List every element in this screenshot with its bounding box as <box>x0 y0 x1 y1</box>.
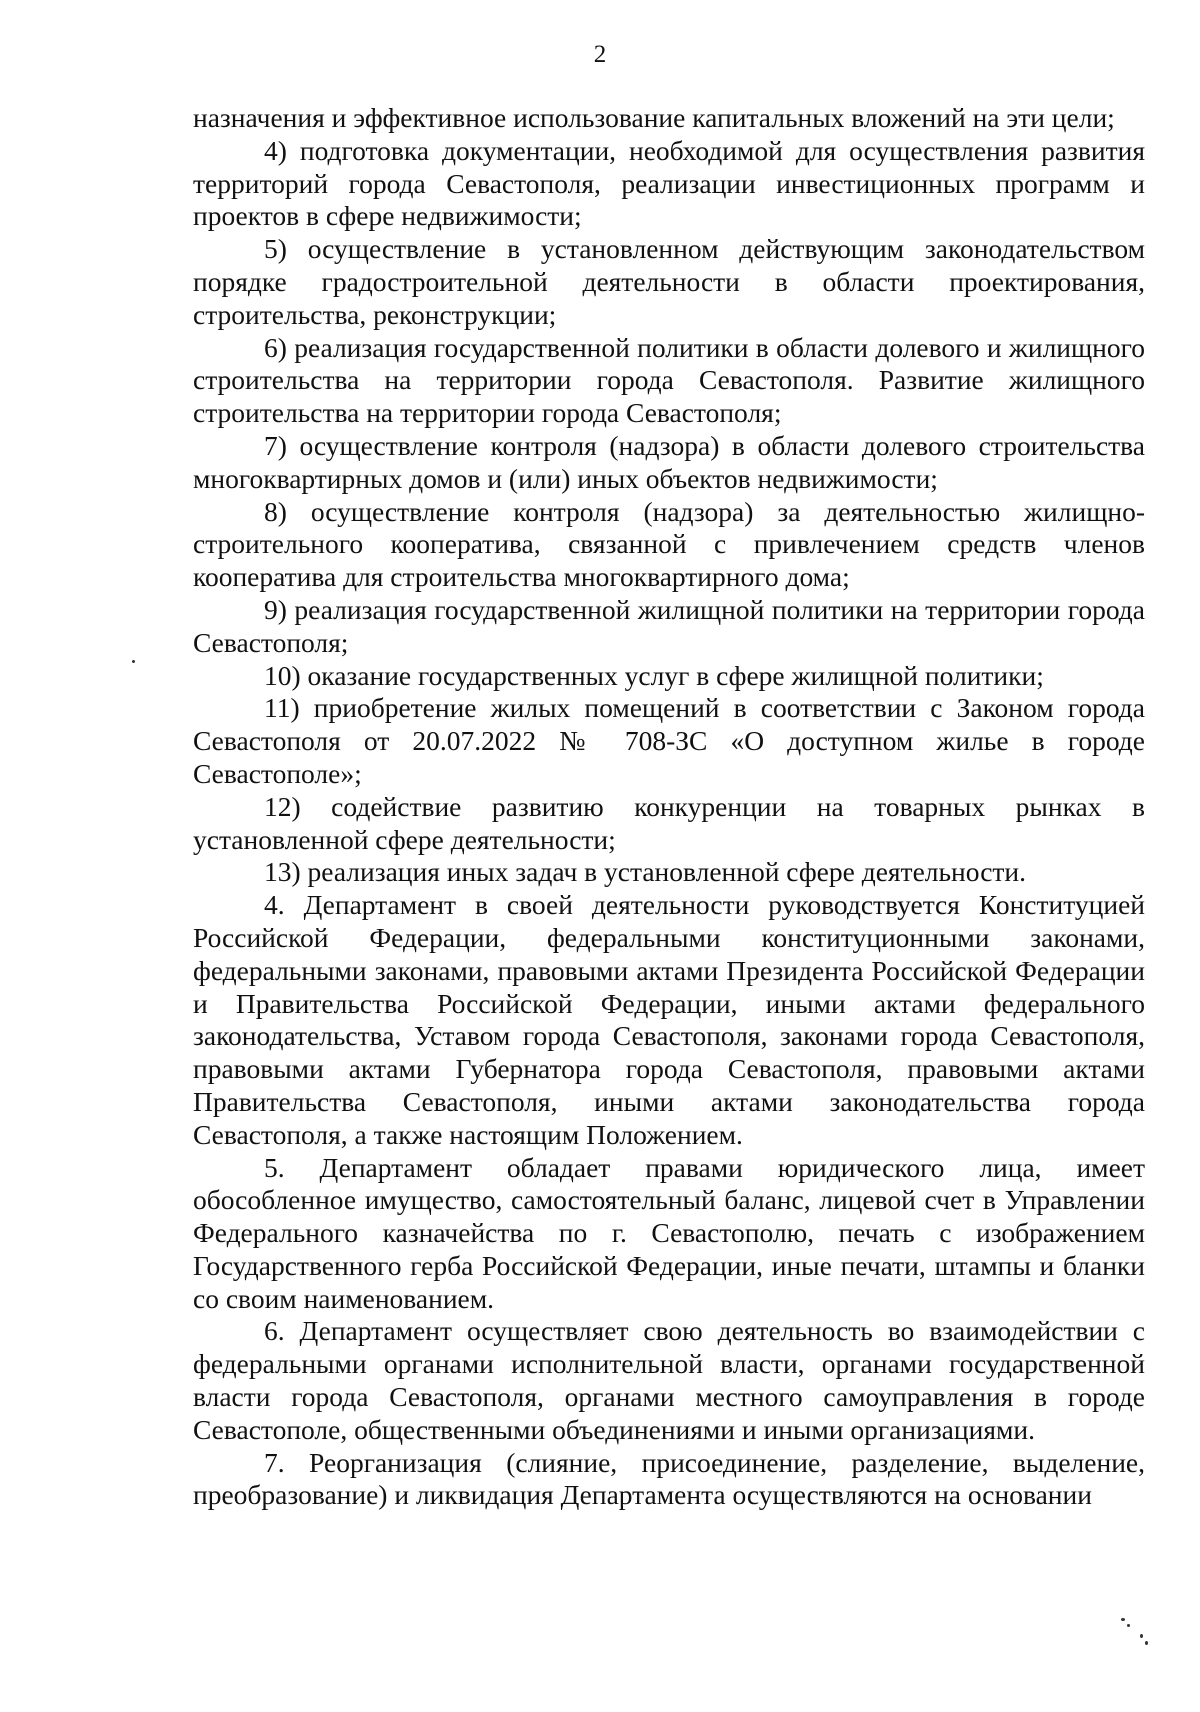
list-item-12: 12) содействие развитию конкуренции на товарных рынках в установленной сфере деятельности; <box>193 790 1145 855</box>
scan-speck <box>132 660 135 663</box>
section-6: 6. Департамент осуществляет свою деятельность во взаимодействии с федеральными органами исполнительной власти, органами государственной власти города Севастополя, органами местного самоуправления в городе Севастополе, общественными объединениями и иными организациями. <box>193 1315 1145 1445</box>
scan-speck <box>1127 1624 1130 1627</box>
section-4: 4. Департамент в своей деятельности руководствуется Конституцией Российской Федерации, федеральными конституционными законами, федеральными законами, правовыми актами Президента Российской Федерации и Правительства Российской Федерации, иными актами федерального законодательства, Уставом города Севастополя, законами города Севастополя, правовыми актами Губернатора города Севастополя, правовыми актами Правительства Севастополя, иными актами законодательства города Севастополя, а также настоящим Положением. <box>193 889 1145 1150</box>
list-item-8: 8) осуществление контроля (надзора) за деятельностью жилищно-строительного кооператива, связанной с привлечением средств членов кооператива для строительства многоквартирного дома; <box>193 495 1145 593</box>
scan-speck <box>1145 1641 1148 1645</box>
list-item-4: 4) подготовка документации, необходимой для осуществления развития территорий города Севастополя, реализации инвестиционных программ и проектов в сфере недвижимости; <box>193 134 1145 232</box>
list-item-7: 7) осуществление контроля (надзора) в области долевого строительства многоквартирных домов и (или) иных объектов недвижимости; <box>193 429 1145 494</box>
list-item-9: 9) реализация государственной жилищной политики на территории города Севастополя; <box>193 593 1145 658</box>
scan-speck <box>1121 1618 1125 1621</box>
list-item-10: 10) оказание государственных услуг в сфере жилищной политики; <box>264 659 1044 691</box>
list-item-5: 5) осуществление в установленном действующим законодательством порядке градостроительной деятельности в области проектирования, строительства, реконструкции; <box>193 233 1145 330</box>
list-item-13: 13) реализация иных задач в установленной сфере деятельности. <box>264 856 1027 888</box>
document-body <box>193 102 1145 1512</box>
page-number: 2 <box>593 41 607 68</box>
scan-speck <box>1140 1634 1143 1638</box>
section-7: 7. Реорганизация (слияние, присоединение, разделение, выделение, преобразование) и ликвидация Департамента осуществляются на основании <box>193 1446 1145 1511</box>
list-item-11: 11) приобретение жилых помещений в соответствии с Законом города Севастополя от 20.07.2022 № 708-ЗС «О доступном жилье в городе Севастополе»; <box>193 692 1145 789</box>
list-item-6: 6) реализация государственной политики в области долевого и жилищного строительства на территории города Севастополя. Развитие жилищного строительства на территории города Севастополя; <box>193 331 1145 429</box>
paragraph-continuation: назначения и эффективное использование капитальных вложений на эти цели; <box>193 102 1115 133</box>
section-5: 5. Департамент обладает правами юридического лица, имеет обособленное имущество, самостоятельный баланс, лицевой счет в Управлении Федерального казначейства по г. Севастополю, печать с изображением Государственного герба Российской Федерации, иные печати, штампы и бланки со своим наименованием. <box>193 1151 1145 1314</box>
